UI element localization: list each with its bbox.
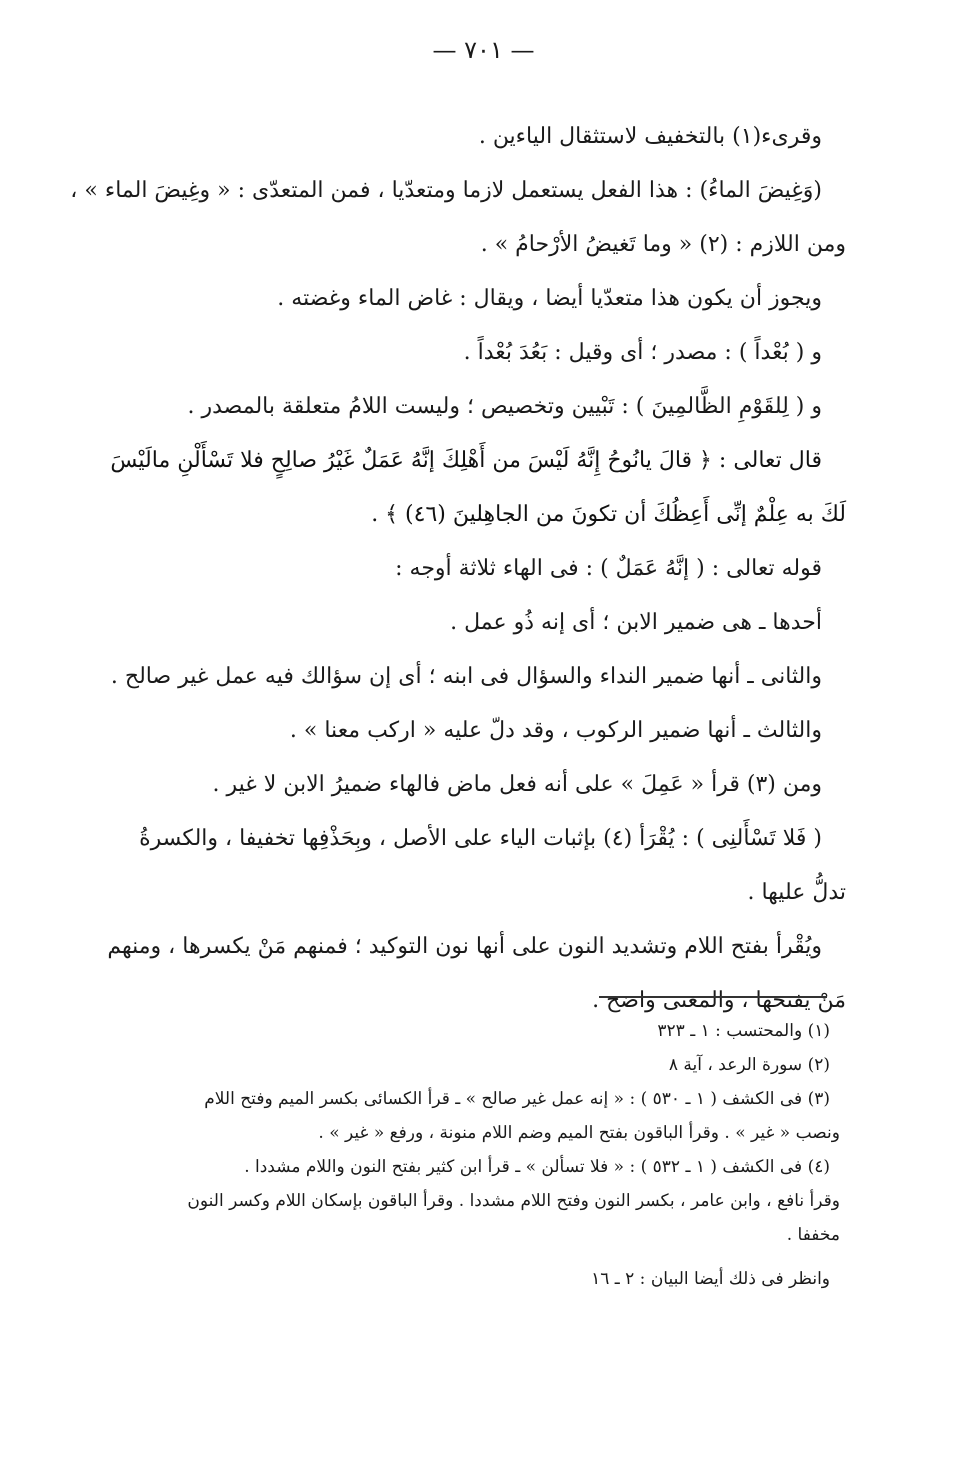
paragraph: أحدها ـ هى ضمير الابن ؛ أى إنه ذُو عمل . [450, 610, 822, 635]
footnote: (٣) فى الكشف ( ١ ـ ٥٣٠ ) : « إنه عمل غير صالح » ـ قرأ الكسائى بكسر الميم وفتح اللام [204, 1089, 830, 1109]
footnote: ونصب « غير » . وقرأ الباقون بفتح الميم وضم اللام منونة ، ورفع « غير » . [318, 1123, 840, 1143]
footnote: وانظر فى ذلك أيضا البيان : ٢ ـ ١٦ [591, 1269, 830, 1289]
paragraph: ويجوز أن يكون هذا متعدّيا أيضا ، ويقال : غاض الماء وغضته . [277, 286, 822, 311]
page-number: — ٧٠١ — [432, 36, 535, 64]
paragraph: ومن اللازم : (٢) « وما تَغيضُ الأرْحامُ » . [480, 232, 846, 257]
paragraph: ومن (٣) قرأ « عَمِلَ » على أنه فعل ماض فالهاء ضميرُ الابن لا غير . [212, 772, 822, 797]
footnote: وقرأ نافع ، وابن عامر ، بكسر النون وفتح اللام مشددا . وقرأ الباقون بإسكان اللام وكسر النون [187, 1191, 840, 1211]
paragraph: (وَغِيضَ الماءُ) : هذا الفعل يستعمل لازما ومتعدّيا ، فمن المتعدّى : « وغِيضَ الماء » ، [70, 178, 822, 203]
paragraph: والثالث ـ أنها ضمير الركوب ، وقد دلّ عليه « اركب معنا » . [289, 718, 822, 743]
paragraph: و ( بُعْداً ) : مصدر ؛ أى وقيل : بَعُدَ بُعْداً . [463, 340, 822, 365]
quran-verse-cont: لَكَ به عِلْمٌ إنِّى أَعِظُكَ أن تكونَ من الجاهِلينَ (٤٦) ﴾ . [371, 502, 846, 527]
paragraph: وقرىء(١) بالتخفيف لاستثقال الياءين . [478, 124, 822, 149]
footnote: (٤) فى الكشف ( ١ ـ ٥٣٢ ) : « فلا تسألن » ـ قرأ ابن كثير بفتح النون واللام مشددا . [244, 1157, 830, 1177]
paragraph: قوله تعالى : ( إنَّهُ عَمَلٌ ) : فى الهاء ثلاثة أوجه : [395, 556, 822, 581]
footnote: (٢) سورة الرعد ، آية ٨ [668, 1055, 830, 1075]
paragraph: تدلُّ عليها . [747, 880, 846, 905]
footnote: مخففا . [786, 1225, 840, 1245]
main-text [48, 110, 846, 1028]
footnote: (١) والمحتسب : ١ ـ ٣٢٣ [657, 1021, 830, 1041]
footnote-divider [599, 996, 827, 998]
footnotes [40, 1014, 840, 1296]
paragraph: والثانى ـ أنها ضمير النداء والسؤال فى ابنه ؛ أى إن سؤالك فيه عمل غير صالح . [110, 664, 822, 689]
paragraph: مَنْ يفتحها ، والمعنى واضح . [592, 988, 846, 1013]
paragraph: ( فَلا تَسْأَلنِى ) : يُقْرَأ (٤) بإثبات الياء على الأصل ، وبِحَذْفِها تخفيفا ، والكسرةُ [139, 826, 822, 851]
quran-verse: قال تعالى : ﴿ قالَ يانُوحُ إِنَّهُ لَيْسَ من أَهْلِكَ إنَّهُ عَمَلٌ غَيْرُ صالِحٍ فلا تَسْأَلْنِ مالَيْسَ [110, 448, 822, 473]
paragraph: ويُقْرأ بفتح اللام وتشديد النون على أنها نون التوكيد ؛ فمنهم مَنْ يكسرها ، ومنهم [107, 934, 822, 959]
paragraph: و ( لِلقَوْمِ الظَّالمِينَ ) : تَبْيين وتخصيص ؛ وليست اللامُ متعلقة بالمصدر . [187, 394, 822, 419]
